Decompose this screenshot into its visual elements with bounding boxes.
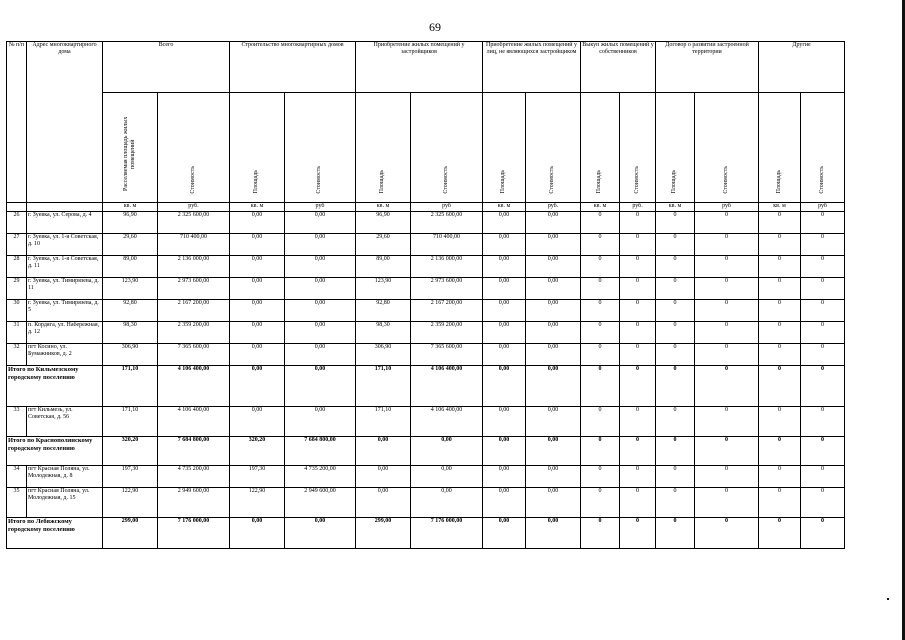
value-cell: 0,00 [285,366,356,407]
header-group-buyout: Выкуп жилых помещений у собственников [581,42,656,93]
row-number: 35 [7,488,27,518]
row-address: пгт Кильмезь, ул. Советская, д. 56 [27,407,103,437]
subheader-3 [285,93,356,203]
value-cell: 0 [620,322,656,344]
subtotal-row [7,366,845,407]
value-cell: 0,00 [526,278,581,300]
value-cell: 0 [581,322,620,344]
value-cell: 0 [695,212,759,234]
row-address: пгт Косино, ул. Бумажников, д. 2 [27,344,103,366]
value-cell: 0 [620,278,656,300]
value-cell: 0,00 [230,407,285,437]
value-cell: 89,00 [103,256,158,278]
value-cell: 171,10 [356,407,411,437]
value-cell: 0,00 [483,278,526,300]
value-cell: 0 [656,488,695,518]
value-cell: 0 [801,466,845,488]
value-cell: 0 [656,407,695,437]
value-cell: 0 [695,344,759,366]
value-cell: 0 [801,407,845,437]
value-cell: 0,00 [356,466,411,488]
row-number: 33 [7,407,27,437]
value-cell: 0 [801,488,845,518]
value-cell: 0,00 [483,407,526,437]
subheader-4 [356,93,411,203]
subheader-label: Площадь [775,170,782,194]
value-cell: 0 [759,212,801,234]
value-cell: 0 [620,234,656,256]
value-cell: 0,00 [230,256,285,278]
value-cell: 0,00 [230,366,285,407]
value-cell: 299,00 [356,518,411,549]
value-cell: 2 949 600,00 [285,488,356,518]
value-cell: 0 [759,407,801,437]
value-cell: 4 106 400,00 [158,366,230,407]
value-cell: 123,90 [103,278,158,300]
value-cell: 0 [620,300,656,322]
value-cell: 0 [759,322,801,344]
header-row-subcolumns [7,93,845,203]
unit-cell: руб [285,203,356,212]
value-cell: 0 [695,488,759,518]
value-cell: 0 [801,256,845,278]
table-row [7,407,845,437]
value-cell: 0 [581,366,620,407]
value-cell: 0,00 [230,300,285,322]
value-cell: 320,20 [230,437,285,466]
value-cell: 0 [656,344,695,366]
value-cell: 0,00 [483,344,526,366]
subheader-2 [230,93,285,203]
subheader-label: Площадь [500,170,507,194]
row-address: п. Кордяга, ул. Набережная, д. 12 [27,322,103,344]
value-cell: 0,00 [483,212,526,234]
value-cell: 0,00 [411,488,483,518]
subtotal-label: Итого по Кильмезскому городскому поселению [7,366,103,407]
value-cell: 0 [759,366,801,407]
value-cell: 0 [581,437,620,466]
row-address: г. Зуевка, ул. 1-я Советская, д. 10 [27,234,103,256]
subtotal-label: Итого по Лебяжскому городскому поселению [7,518,103,549]
value-cell: 0 [695,518,759,549]
units-row [7,203,845,212]
row-address: пгт Красная Поляна, ул. Молодежная, д. 8 [27,466,103,488]
row-address: г. Зуевка, ул. Тимирязева, д. 11 [27,278,103,300]
value-cell: 0,00 [483,437,526,466]
value-cell: 96,90 [103,212,158,234]
value-cell: 0 [620,344,656,366]
header-group-construction: Строительство многоквартирных домов [230,42,356,93]
value-cell: 0 [801,344,845,366]
subheader-1 [158,93,230,203]
value-cell: 0 [620,488,656,518]
value-cell: 0 [695,278,759,300]
value-cell: 7 365 600,00 [411,344,483,366]
subheader-label: Стоимость [722,166,729,194]
subheader-label: Стоимость [633,166,640,194]
header-group-developers: Приобретение жилых помещений у застройщиков [356,42,483,93]
value-cell: 0,00 [526,256,581,278]
value-cell: 2 136 000,00 [411,256,483,278]
value-cell: 0,00 [285,518,356,549]
value-cell: 0,00 [526,234,581,256]
value-cell: 0,00 [483,518,526,549]
value-cell: 0,00 [230,344,285,366]
value-cell: 0,00 [526,518,581,549]
subheader-label: Площадь [379,170,386,194]
value-cell: 0,00 [356,437,411,466]
value-cell: 0 [695,256,759,278]
value-cell: 98,30 [103,322,158,344]
subheader-6 [483,93,526,203]
value-cell: 0 [801,437,845,466]
subheader-10 [656,93,695,203]
subheader-0 [103,93,158,203]
value-cell: 0 [581,278,620,300]
value-cell: 0,00 [285,322,356,344]
unit-cell: кв. м [581,203,620,212]
table-row [7,212,845,234]
value-cell: 0 [801,366,845,407]
value-cell: 0 [656,466,695,488]
value-cell: 0 [581,234,620,256]
value-cell: 0 [695,437,759,466]
value-cell: 89,00 [356,256,411,278]
table-row [7,234,845,256]
value-cell: 0,00 [285,212,356,234]
value-cell: 0,00 [483,300,526,322]
value-cell: 0,00 [483,256,526,278]
value-cell: 2 949 600,00 [158,488,230,518]
row-address: г. Зуевка, ул. 1-я Советская, д. 11 [27,256,103,278]
value-cell: 0,00 [285,256,356,278]
units-spacer [7,203,27,212]
value-cell: 0,00 [411,466,483,488]
value-cell: 0,00 [285,300,356,322]
table-row [7,488,845,518]
scan-speck [887,598,889,600]
value-cell: 4 106 400,00 [411,407,483,437]
subheader-12 [759,93,801,203]
value-cell: 0,00 [230,212,285,234]
value-cell: 2 359 200,00 [411,322,483,344]
subheader-label: Стоимость [189,166,196,194]
table-row [7,256,845,278]
row-number: 32 [7,344,27,366]
value-cell: 4 106 400,00 [411,366,483,407]
row-number: 30 [7,300,27,322]
value-cell: 0 [656,256,695,278]
value-cell: 0,00 [526,437,581,466]
value-cell: 0,00 [526,322,581,344]
value-cell: 197,30 [230,466,285,488]
value-cell: 0 [759,466,801,488]
value-cell: 0 [620,437,656,466]
value-cell: 0,00 [230,518,285,549]
value-cell: 7 176 000,00 [158,518,230,549]
value-cell: 0,00 [483,488,526,518]
header-row-groups [7,42,845,93]
table-row [7,322,845,344]
value-cell: 0 [695,366,759,407]
value-cell: 0 [656,278,695,300]
subheader-8 [581,93,620,203]
value-cell: 0 [759,278,801,300]
value-cell: 0 [581,466,620,488]
unit-cell: руб. [620,203,656,212]
value-cell: 0 [695,407,759,437]
unit-cell: руб [411,203,483,212]
unit-cell: руб [801,203,845,212]
subtotal-label: Итого по Краснополянскому городскому поселению [7,437,103,466]
value-cell: 710 400,00 [158,234,230,256]
unit-cell: кв. м [483,203,526,212]
value-cell: 0 [656,234,695,256]
value-cell: 7 176 000,00 [411,518,483,549]
value-cell: 92,80 [356,300,411,322]
value-cell: 2 136 000,00 [158,256,230,278]
header-group-development-contract: Договор о развитии застроенной территории [656,42,759,93]
value-cell: 320,20 [103,437,158,466]
value-cell: 0 [801,278,845,300]
value-cell: 0 [656,322,695,344]
subheader-label: Расселяемая площадь жилых помещений [122,116,136,191]
value-cell: 306,90 [103,344,158,366]
unit-cell: руб [695,203,759,212]
subtotal-row [7,518,845,549]
value-cell: 0 [759,488,801,518]
value-cell: 0,00 [526,407,581,437]
value-cell: 7 365 600,00 [158,344,230,366]
value-cell: 0,00 [230,322,285,344]
value-cell: 0 [695,466,759,488]
value-cell: 29,60 [103,234,158,256]
row-address: г. Зуевка, ул. Тимирязева, д. 5 [27,300,103,322]
value-cell: 0,00 [526,212,581,234]
value-cell: 123,90 [356,278,411,300]
value-cell: 0 [581,344,620,366]
value-cell: 0,00 [411,437,483,466]
row-number: 28 [7,256,27,278]
unit-cell: руб. [158,203,230,212]
value-cell: 2 325 600,00 [411,212,483,234]
subheader-label: Стоимость [442,166,449,194]
subheader-label: Площадь [596,170,603,194]
value-cell: 0 [581,300,620,322]
subheader-11 [695,93,759,203]
row-number: 29 [7,278,27,300]
unit-cell: руб. [526,203,581,212]
value-cell: 0 [620,366,656,407]
subheader-7 [526,93,581,203]
table-body [7,203,845,549]
header-number: № п/п [7,42,27,203]
subheader-label: Площадь [671,170,678,194]
value-cell: 96,90 [356,212,411,234]
value-cell: 299,00 [103,518,158,549]
table-row [7,300,845,322]
value-cell: 0,00 [483,466,526,488]
value-cell: 0,00 [526,344,581,366]
value-cell: 0 [656,366,695,407]
value-cell: 0,00 [230,234,285,256]
value-cell: 710 400,00 [411,234,483,256]
value-cell: 4 735 200,00 [158,466,230,488]
value-cell: 197,30 [103,466,158,488]
header-address: Адрес многоквартирного дома [27,42,103,203]
value-cell: 0 [801,518,845,549]
value-cell: 29,60 [356,234,411,256]
value-cell: 306,90 [356,344,411,366]
subheader-label: Стоимость [549,166,556,194]
subheader-5 [411,93,483,203]
row-number: 31 [7,322,27,344]
row-number: 34 [7,466,27,488]
value-cell: 0 [801,322,845,344]
row-number: 26 [7,212,27,234]
value-cell: 0 [581,488,620,518]
value-cell: 2 325 600,00 [158,212,230,234]
value-cell: 0 [620,518,656,549]
unit-cell: кв. м [656,203,695,212]
value-cell: 0,00 [356,488,411,518]
subheader-13 [801,93,845,203]
header-group-non-developers: Приобретение жилых помещений у лиц, не являющихся застройщиком [483,42,581,93]
value-cell: 92,80 [103,300,158,322]
value-cell: 171,10 [103,366,158,407]
value-cell: 0 [620,256,656,278]
unit-cell: кв. м [103,203,158,212]
resettlement-table [6,41,845,549]
value-cell: 0,00 [285,234,356,256]
value-cell: 2 359 200,00 [158,322,230,344]
row-number: 27 [7,234,27,256]
value-cell: 0,00 [483,366,526,407]
value-cell: 4 106 400,00 [158,407,230,437]
value-cell: 0 [801,234,845,256]
value-cell: 0,00 [526,366,581,407]
value-cell: 0 [759,344,801,366]
value-cell: 0 [759,234,801,256]
value-cell: 4 735 200,00 [285,466,356,488]
subheader-9 [620,93,656,203]
value-cell: 2 167 200,00 [411,300,483,322]
value-cell: 0,00 [526,466,581,488]
value-cell: 0 [656,518,695,549]
value-cell: 0,00 [483,322,526,344]
value-cell: 0 [581,256,620,278]
value-cell: 171,10 [356,366,411,407]
value-cell: 0 [620,407,656,437]
value-cell: 0 [695,300,759,322]
units-spacer [27,203,103,212]
value-cell: 0 [620,466,656,488]
table-row [7,278,845,300]
value-cell: 2 167 200,00 [158,300,230,322]
subheader-label: Площадь [253,170,260,194]
value-cell: 0 [581,407,620,437]
value-cell: 0 [801,300,845,322]
value-cell: 2 973 600,00 [158,278,230,300]
page-number: 69 [429,20,441,34]
value-cell: 0,00 [285,278,356,300]
row-address: пгт Красная Поляна, ул. Молодежная, д. 15 [27,488,103,518]
table-row [7,466,845,488]
value-cell: 2 973 600,00 [411,278,483,300]
value-cell: 0 [759,437,801,466]
value-cell: 0 [695,322,759,344]
row-address: г. Зуевка, ул. Серова, д. 4 [27,212,103,234]
value-cell: 0 [581,212,620,234]
header-group-total: Всего [103,42,230,93]
value-cell: 7 684 800,00 [158,437,230,466]
value-cell: 0 [656,212,695,234]
unit-cell: кв. м [356,203,411,212]
value-cell: 0,00 [483,234,526,256]
value-cell: 0 [581,518,620,549]
header-group-other: Другие [759,42,845,93]
value-cell: 122,90 [230,488,285,518]
value-cell: 0,00 [230,278,285,300]
value-cell: 0,00 [285,344,356,366]
value-cell: 0 [801,212,845,234]
value-cell: 0 [695,234,759,256]
value-cell: 0,00 [285,407,356,437]
subtotal-row [7,437,845,466]
value-cell: 0,00 [526,300,581,322]
value-cell: 0 [759,256,801,278]
value-cell: 0 [656,437,695,466]
value-cell: 0 [656,300,695,322]
value-cell: 0 [620,212,656,234]
table-row [7,344,845,366]
value-cell: 0 [759,300,801,322]
value-cell: 0,00 [526,488,581,518]
unit-cell: кв. м [759,203,801,212]
value-cell: 171,10 [103,407,158,437]
value-cell: 0 [759,518,801,549]
subheader-label: Стоимость [316,166,323,194]
value-cell: 98,30 [356,322,411,344]
subheader-label: Стоимость [818,166,825,194]
unit-cell: кв. м [230,203,285,212]
value-cell: 122,90 [103,488,158,518]
value-cell: 7 684 800,00 [285,437,356,466]
